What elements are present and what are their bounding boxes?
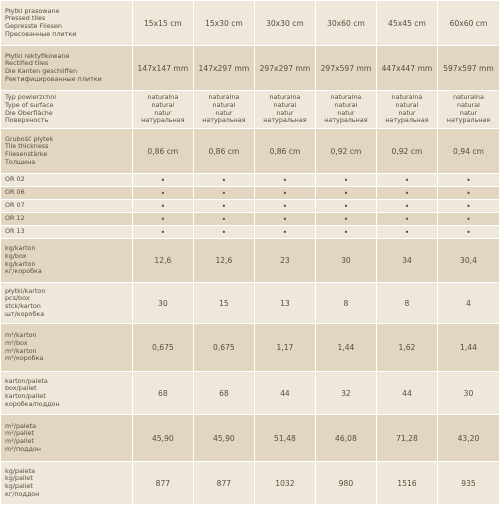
row-label-line: kg/karton bbox=[5, 244, 36, 253]
cell-value bbox=[377, 91, 437, 128]
cell-value-line: натуральная bbox=[324, 116, 368, 125]
cell-value: 46,08 bbox=[316, 415, 376, 461]
cell-value: 4 bbox=[438, 283, 499, 323]
row-label-line: kg/pallet bbox=[5, 474, 33, 483]
cell-value: 8 bbox=[377, 283, 437, 323]
cell-value bbox=[194, 91, 254, 128]
cell-value-line: natural bbox=[334, 100, 358, 109]
cell-value-line: natur bbox=[154, 108, 172, 117]
row-label bbox=[1, 1, 132, 45]
row-label bbox=[1, 415, 132, 461]
cell-value: 45,90 bbox=[133, 415, 193, 461]
row-label-line: OR 06 bbox=[5, 188, 25, 197]
row-label-line: Tile thickness bbox=[5, 142, 49, 151]
cell-value: 30 bbox=[133, 283, 193, 323]
row-label-line: OR 02 bbox=[5, 175, 25, 184]
cell-value: 147x147 mm bbox=[133, 46, 193, 90]
cell-value: 1,62 bbox=[377, 324, 437, 371]
cell-value-line: naturalna bbox=[391, 93, 423, 102]
cell-value-line: natural bbox=[151, 100, 175, 109]
cell-value: • bbox=[316, 200, 376, 212]
row-label-line: m²/pallet bbox=[5, 429, 34, 438]
cell-value: • bbox=[438, 174, 499, 186]
cell-value: • bbox=[438, 200, 499, 212]
row-label-line: kg/karton bbox=[5, 259, 36, 268]
cell-value: 15 bbox=[194, 283, 254, 323]
cell-value-line: natural bbox=[212, 100, 236, 109]
cell-value bbox=[133, 91, 193, 128]
row-label-line: box/pallet bbox=[5, 384, 37, 393]
cell-value-line: naturalna bbox=[453, 93, 484, 102]
row-label-line: karton/paleta bbox=[5, 376, 48, 385]
cell-value: • bbox=[133, 226, 193, 238]
cell-value: 44 bbox=[377, 372, 437, 414]
cell-value: 43,20 bbox=[438, 415, 499, 461]
cell-value: 147x297 mm bbox=[194, 46, 254, 90]
row-or-13 bbox=[1, 226, 499, 238]
row-label-line: шт/коробка bbox=[5, 309, 45, 318]
cell-value-line: natur bbox=[215, 108, 233, 117]
row-label bbox=[1, 283, 132, 323]
cell-value: 45x45 cm bbox=[377, 1, 437, 45]
cell-value: • bbox=[438, 226, 499, 238]
row-label-line: pcs/box bbox=[5, 294, 30, 303]
cell-value: • bbox=[316, 213, 376, 225]
cell-value-line: natur bbox=[459, 108, 478, 117]
row-or-12 bbox=[1, 213, 499, 225]
row-label-line: Type of surface bbox=[5, 100, 54, 109]
row-label-line: Fliesenstärke bbox=[5, 150, 48, 158]
cell-value: 30,4 bbox=[438, 239, 499, 282]
cell-value: 297x297 mm bbox=[255, 46, 315, 90]
row-label-line: m²/поддон bbox=[5, 444, 41, 453]
row-or-02 bbox=[1, 174, 499, 186]
cell-value: 23 bbox=[255, 239, 315, 282]
row-label-line: kg/paleta bbox=[5, 466, 36, 475]
cell-value: 0,86 cm bbox=[133, 129, 193, 173]
cell-value: • bbox=[377, 187, 437, 199]
cell-value-line: натуральная bbox=[141, 116, 185, 125]
cell-value: • bbox=[316, 226, 376, 238]
row-label-line: Ректифицированные плитки bbox=[5, 74, 102, 83]
cell-value: 0,86 cm bbox=[194, 129, 254, 173]
row-label-line: m²/коробка bbox=[5, 354, 44, 363]
cell-value: • bbox=[133, 200, 193, 212]
row-label-line: OR 12 bbox=[5, 214, 25, 223]
cell-value-line: натуральная bbox=[263, 116, 307, 125]
cell-value: 30x60 cm bbox=[316, 1, 376, 45]
row-label bbox=[1, 46, 132, 90]
cell-value: • bbox=[377, 174, 437, 186]
row-label-line: Поверхность bbox=[5, 116, 49, 125]
cell-value: 1516 bbox=[377, 462, 437, 504]
cell-value-line: natural bbox=[395, 100, 419, 109]
row-label-line: Grubość płytek bbox=[5, 134, 54, 143]
cell-value-line: natur bbox=[398, 108, 416, 117]
cell-value-line: natural bbox=[457, 100, 480, 109]
cell-value: 0,675 bbox=[194, 324, 254, 371]
row-label bbox=[1, 187, 132, 199]
cell-value: 297x597 mm bbox=[316, 46, 376, 90]
row-label bbox=[1, 129, 132, 173]
cell-value: 12,6 bbox=[194, 239, 254, 282]
row-label-line: кг/поддон bbox=[5, 489, 40, 498]
row-label-line: Die Kanten geschliffen bbox=[5, 67, 78, 75]
cell-value: 68 bbox=[194, 372, 254, 414]
cell-value: 0,92 cm bbox=[377, 129, 437, 173]
row-kg-per-pallet bbox=[1, 462, 499, 504]
row-label bbox=[1, 200, 132, 212]
cell-value-line: натуральная bbox=[446, 116, 491, 125]
cell-value: 8 bbox=[316, 283, 376, 323]
row-label bbox=[1, 239, 132, 282]
row-label-line: m²/box bbox=[5, 338, 28, 347]
cell-value: 34 bbox=[377, 239, 437, 282]
cell-value: • bbox=[133, 174, 193, 186]
row-label-line: Gepresste Fliesen bbox=[5, 22, 62, 30]
row-label-line: коробка/поддон bbox=[5, 399, 60, 408]
row-label bbox=[1, 213, 132, 225]
cell-value: 0,675 bbox=[133, 324, 193, 371]
cell-value: 30 bbox=[438, 372, 499, 414]
cell-value: • bbox=[377, 226, 437, 238]
cell-value: 877 bbox=[133, 462, 193, 504]
cell-value bbox=[316, 91, 376, 128]
row-surface-type bbox=[1, 91, 499, 128]
cell-value: 71,28 bbox=[377, 415, 437, 461]
cell-value: 935 bbox=[438, 462, 499, 504]
cell-value-line: naturalna bbox=[330, 93, 362, 102]
cell-value bbox=[438, 91, 499, 128]
cell-value: • bbox=[255, 226, 315, 238]
row-boxes-per-pallet bbox=[1, 372, 499, 414]
row-label-line: Płytki rektyfikowane bbox=[5, 51, 70, 60]
cell-value: • bbox=[133, 187, 193, 199]
cell-value: 15x15 cm bbox=[133, 1, 193, 45]
cell-value: 980 bbox=[316, 462, 376, 504]
cell-value: 51,48 bbox=[255, 415, 315, 461]
cell-value: 13 bbox=[255, 283, 315, 323]
row-label-line: m²/karton bbox=[5, 331, 37, 340]
row-rectified-tiles bbox=[1, 46, 499, 90]
row-or-06 bbox=[1, 187, 499, 199]
cell-value-line: натуральная bbox=[202, 116, 246, 125]
cell-value-line: naturalna bbox=[147, 93, 179, 102]
row-label-line: OR 07 bbox=[5, 201, 25, 210]
cell-value: 15x30 cm bbox=[194, 1, 254, 45]
cell-value: • bbox=[255, 213, 315, 225]
row-label-line: karton/pallet bbox=[5, 392, 46, 400]
cell-value: 1,44 bbox=[316, 324, 376, 371]
row-label-line: m²/karton bbox=[5, 346, 37, 355]
cell-value: • bbox=[194, 200, 254, 212]
row-or-07 bbox=[1, 200, 499, 212]
cell-value: • bbox=[255, 187, 315, 199]
row-pressed-tiles bbox=[1, 1, 499, 45]
row-label-line: stck/karton bbox=[5, 302, 41, 310]
row-label bbox=[1, 174, 132, 186]
cell-value: • bbox=[255, 174, 315, 186]
row-label bbox=[1, 372, 132, 414]
cell-value: • bbox=[194, 213, 254, 225]
cell-value: 1032 bbox=[255, 462, 315, 504]
row-label-line: OR 13 bbox=[5, 227, 25, 236]
cell-value: 1,17 bbox=[255, 324, 315, 371]
cell-value: 447x447 mm bbox=[377, 46, 437, 90]
row-label-line: kg/box bbox=[5, 251, 27, 260]
cell-value: • bbox=[316, 174, 376, 186]
row-label-line: kg/pallet bbox=[5, 482, 33, 490]
cell-value: 68 bbox=[133, 372, 193, 414]
row-label-line: płytki/karton bbox=[5, 286, 46, 295]
cell-value: • bbox=[194, 187, 254, 199]
cell-value-line: natural bbox=[273, 100, 297, 109]
cell-value: 32 bbox=[316, 372, 376, 414]
cell-value: 30x30 cm bbox=[255, 1, 315, 45]
row-label bbox=[1, 462, 132, 504]
cell-value: • bbox=[438, 187, 499, 199]
cell-value: 60x60 cm bbox=[438, 1, 499, 45]
row-label-line: Rectified tiles bbox=[5, 59, 49, 68]
cell-value-line: naturalna bbox=[269, 93, 301, 102]
row-label-line: m²/pallet bbox=[5, 437, 34, 445]
row-m2-per-box bbox=[1, 324, 499, 371]
cell-value: • bbox=[133, 213, 193, 225]
cell-value-line: натуральная bbox=[385, 116, 429, 125]
cell-value: 597x597 mm bbox=[438, 46, 499, 90]
row-label-line: кг/коробка bbox=[5, 267, 42, 276]
cell-value: 0,86 cm bbox=[255, 129, 315, 173]
row-label-line: Pressed tiles bbox=[5, 14, 46, 23]
cell-value-line: natur bbox=[276, 108, 294, 117]
cell-value: • bbox=[255, 200, 315, 212]
cell-value bbox=[255, 91, 315, 128]
cell-value: • bbox=[316, 187, 376, 199]
cell-value: 0,94 cm bbox=[438, 129, 499, 173]
cell-value: 45,90 bbox=[194, 415, 254, 461]
row-pcs-per-box bbox=[1, 283, 499, 323]
row-label-line: Typ powierzchni bbox=[5, 93, 57, 102]
cell-value: • bbox=[438, 213, 499, 225]
row-label-line: m²/paleta bbox=[5, 421, 37, 430]
row-label-line: Płytki prasowane bbox=[5, 6, 60, 15]
row-label-line: Пресованные плитки bbox=[5, 29, 77, 38]
cell-value-line: natur bbox=[337, 108, 355, 117]
cell-value: 1,44 bbox=[438, 324, 499, 371]
cell-value: • bbox=[194, 226, 254, 238]
cell-value: 12,6 bbox=[133, 239, 193, 282]
cell-value: 44 bbox=[255, 372, 315, 414]
cell-value: • bbox=[377, 200, 437, 212]
row-label-line: Толщина bbox=[5, 157, 36, 166]
cell-value: 30 bbox=[316, 239, 376, 282]
cell-value: 0,92 cm bbox=[316, 129, 376, 173]
row-label bbox=[1, 324, 132, 371]
cell-value-line: naturalna bbox=[208, 93, 240, 102]
row-thickness bbox=[1, 129, 499, 173]
row-label bbox=[1, 91, 132, 128]
row-label-line: Die Oberfläche bbox=[5, 108, 53, 117]
row-m2-per-pallet bbox=[1, 415, 499, 461]
cell-value: 877 bbox=[194, 462, 254, 504]
cell-value: • bbox=[194, 174, 254, 186]
row-label bbox=[1, 226, 132, 238]
cell-value: • bbox=[377, 213, 437, 225]
row-kg-per-box bbox=[1, 239, 499, 282]
